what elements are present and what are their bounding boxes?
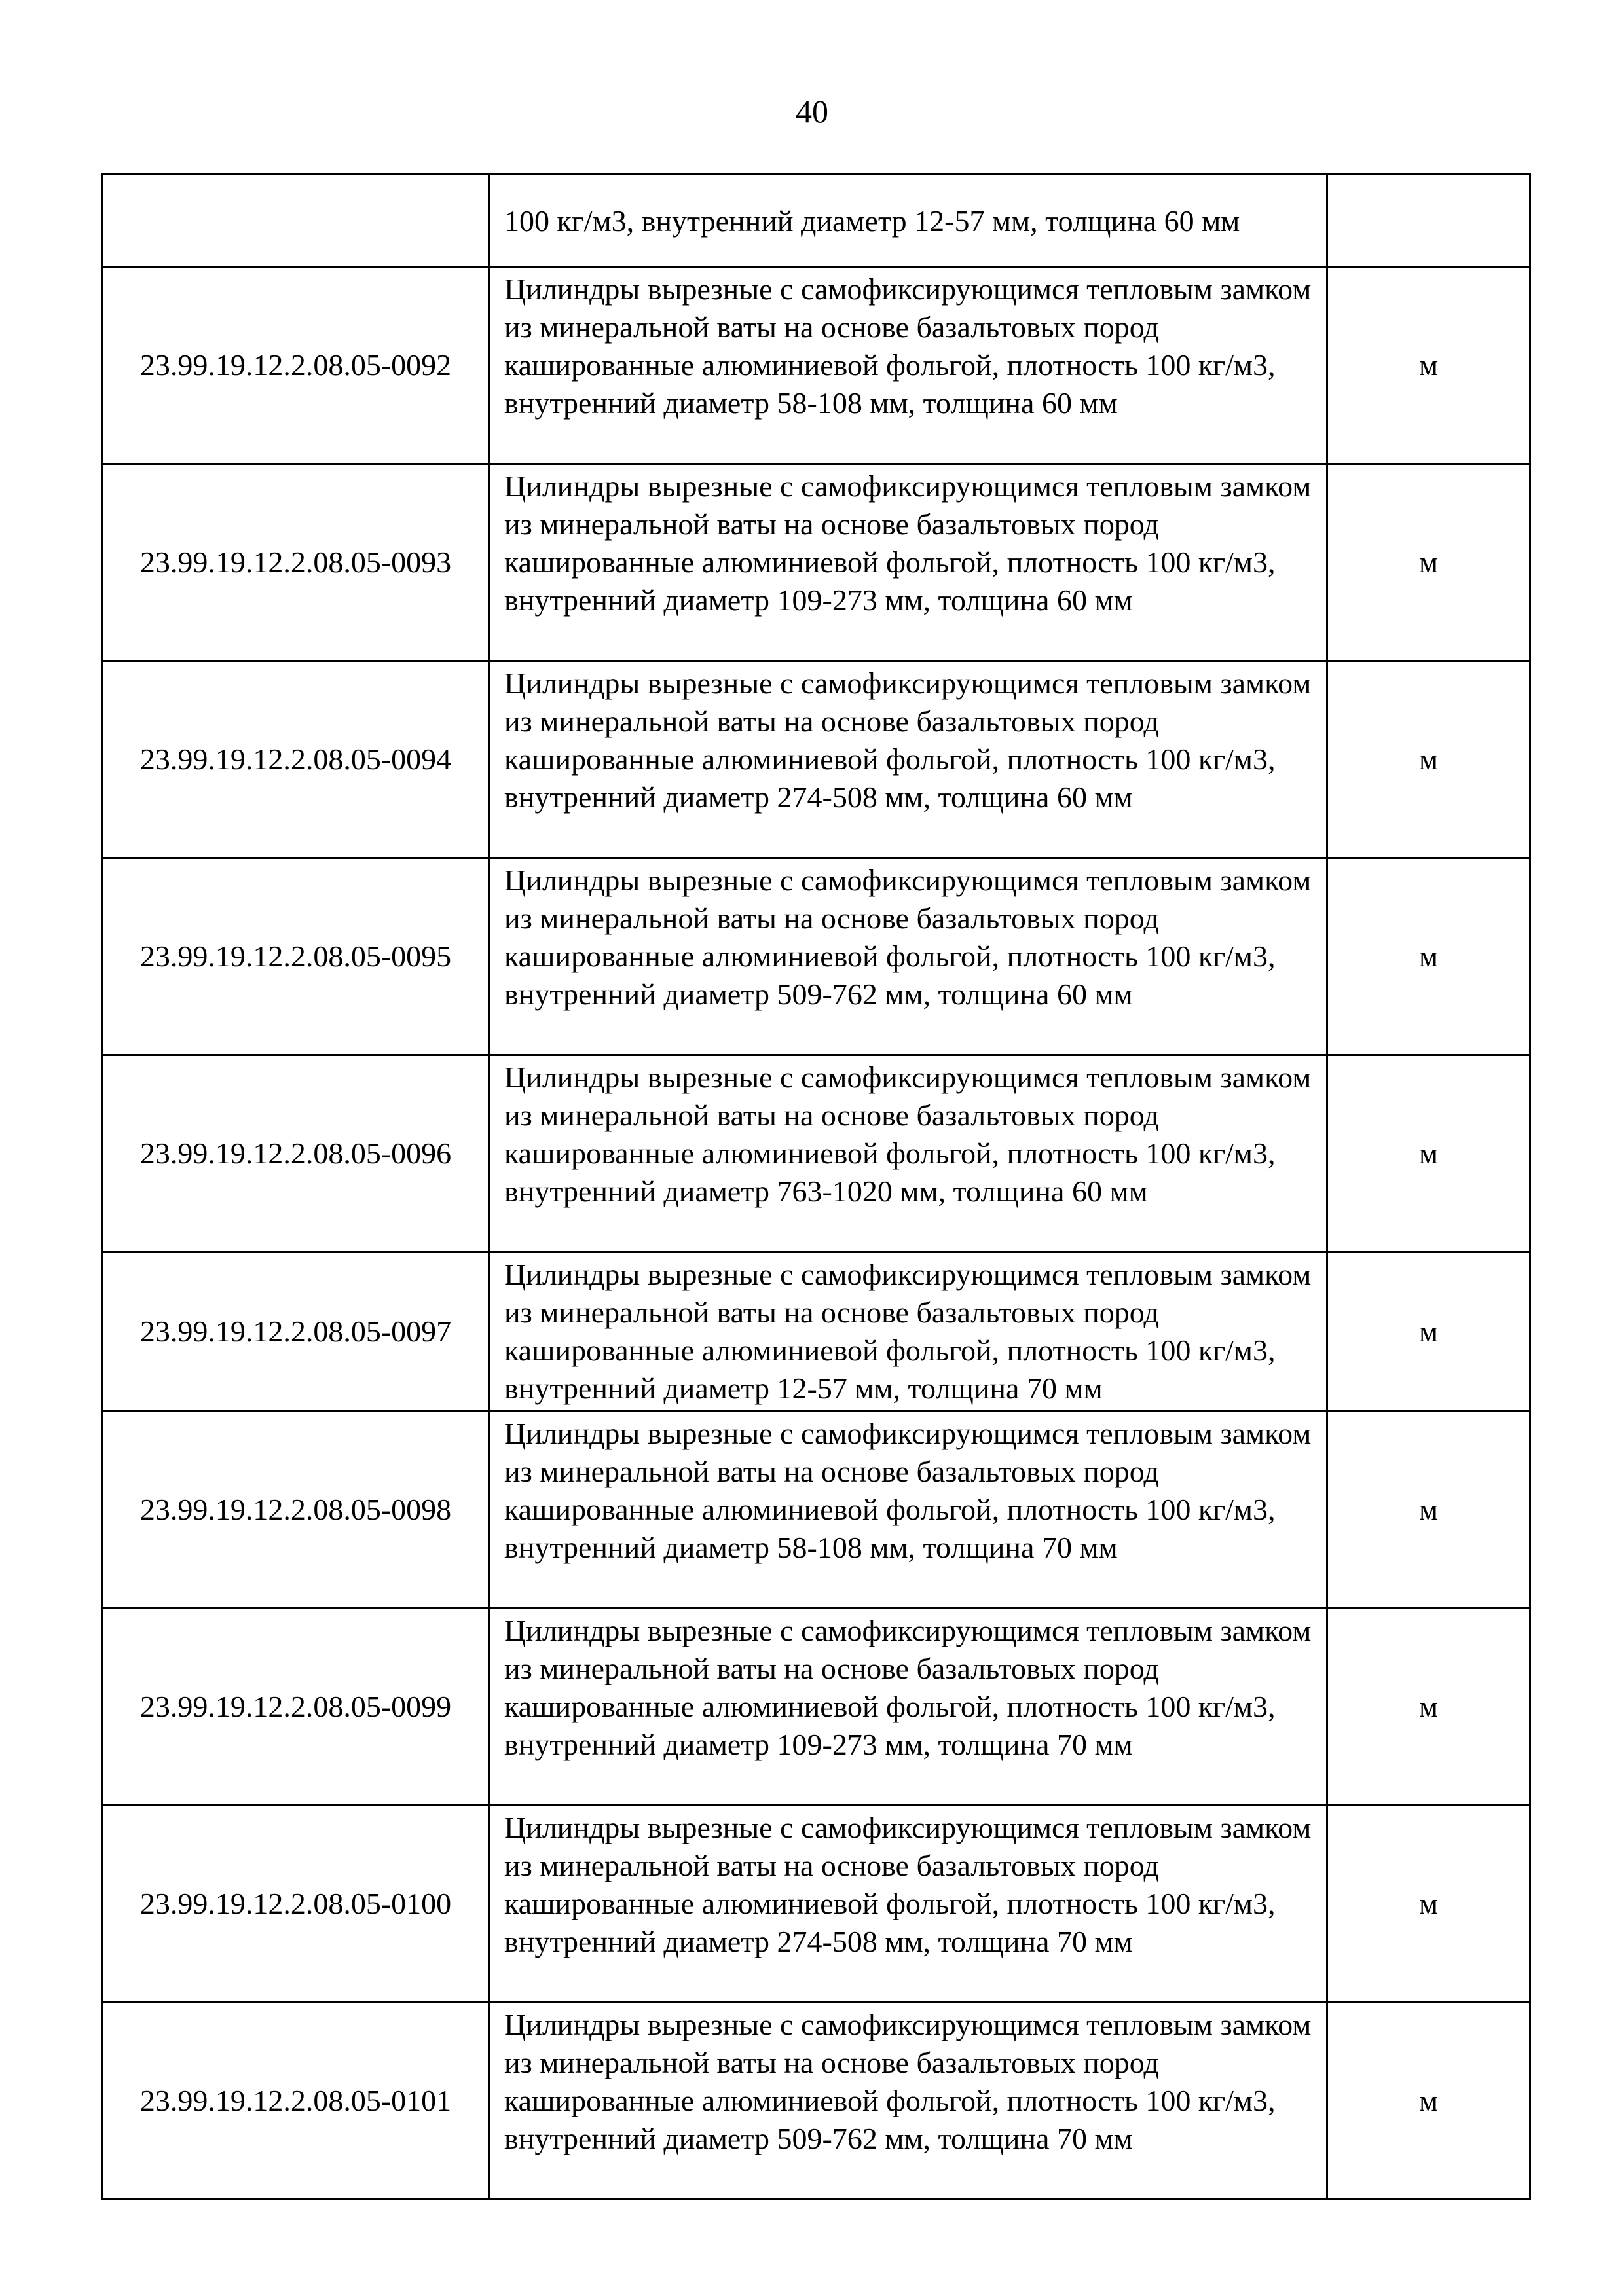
code-cell: 23.99.19.12.2.08.05-0099 [103,1609,489,1806]
code-cell: 23.99.19.12.2.08.05-0095 [103,858,489,1055]
code-cell: 23.99.19.12.2.08.05-0094 [103,661,489,858]
table-row [103,858,1530,1055]
unit-cell [1327,175,1530,267]
description-cell: Цилиндры вырезные с самофиксирующимся тепловым замком из минеральной ваты на основе базальтовых пород кашированные алюминиевой фольгой, плотность 100 кг/м3, внутренний диаметр 509-762 мм, толщина 70 мм [489,2003,1327,2200]
table-row-continuation [103,175,1530,267]
description-cell: Цилиндры вырезные с самофиксирующимся тепловым замком из минеральной ваты на основе базальтовых пород кашированные алюминиевой фольгой, плотность 100 кг/м3, внутренний диаметр 12-57 мм, толщина 70 мм [489,1252,1327,1412]
description-cell: Цилиндры вырезные с самофиксирующимся тепловым замком из минеральной ваты на основе базальтовых пород кашированные алюминиевой фольгой, плотность 100 кг/м3, внутренний диаметр 109-273 мм, толщина 70 мм [489,1609,1327,1806]
description-cell: Цилиндры вырезные с самофиксирующимся тепловым замком из минеральной ваты на основе базальтовых пород кашированные алюминиевой фольгой, плотность 100 кг/м3, внутренний диаметр 109-273 мм, толщина 60 мм [489,464,1327,661]
description-cell: 100 кг/м3, внутренний диаметр 12-57 мм, толщина 60 мм [489,175,1327,267]
price-table [101,173,1531,2200]
table-row [103,1609,1530,1806]
table-row [103,1412,1530,1609]
unit-cell: м [1327,1252,1530,1412]
table-row [103,2003,1530,2200]
description-cell: Цилиндры вырезные с самофиксирующимся тепловым замком из минеральной ваты на основе базальтовых пород кашированные алюминиевой фольгой, плотность 100 кг/м3, внутренний диаметр 274-508 мм, толщина 60 мм [489,661,1327,858]
description-cell: Цилиндры вырезные с самофиксирующимся тепловым замком из минеральной ваты на основе базальтовых пород кашированные алюминиевой фольгой, плотность 100 кг/м3, внутренний диаметр 509-762 мм, толщина 60 мм [489,858,1327,1055]
code-cell: 23.99.19.12.2.08.05-0097 [103,1252,489,1412]
code-cell: 23.99.19.12.2.08.05-0093 [103,464,489,661]
page-number: 40 [796,93,828,130]
table-row [103,267,1530,464]
description-cell: Цилиндры вырезные с самофиксирующимся тепловым замком из минеральной ваты на основе базальтовых пород кашированные алюминиевой фольгой, плотность 100 кг/м3, внутренний диаметр 58-108 мм, толщина 60 мм [489,267,1327,464]
code-cell: 23.99.19.12.2.08.05-0098 [103,1412,489,1609]
unit-cell: м [1327,464,1530,661]
code-cell: 23.99.19.12.2.08.05-0101 [103,2003,489,2200]
table-row [103,1055,1530,1252]
table-row [103,1806,1530,2003]
code-cell: 23.99.19.12.2.08.05-0100 [103,1806,489,2003]
description-cell: Цилиндры вырезные с самофиксирующимся тепловым замком из минеральной ваты на основе базальтовых пород кашированные алюминиевой фольгой, плотность 100 кг/м3, внутренний диаметр 58-108 мм, толщина 70 мм [489,1412,1327,1609]
unit-cell: м [1327,1412,1530,1609]
code-cell: 23.99.19.12.2.08.05-0092 [103,267,489,464]
unit-cell: м [1327,1055,1530,1252]
unit-cell: м [1327,2003,1530,2200]
table-row [103,464,1530,661]
unit-cell: м [1327,267,1530,464]
unit-cell: м [1327,858,1530,1055]
table-row [103,661,1530,858]
unit-cell: м [1327,661,1530,858]
table-row [103,1252,1530,1412]
unit-cell: м [1327,1806,1530,2003]
description-cell: Цилиндры вырезные с самофиксирующимся тепловым замком из минеральной ваты на основе базальтовых пород кашированные алюминиевой фольгой, плотность 100 кг/м3, внутренний диаметр 763-1020 мм, толщина 60 мм [489,1055,1327,1252]
code-cell: 23.99.19.12.2.08.05-0096 [103,1055,489,1252]
code-cell [103,175,489,267]
description-cell: Цилиндры вырезные с самофиксирующимся тепловым замком из минеральной ваты на основе базальтовых пород кашированные алюминиевой фольгой, плотность 100 кг/м3, внутренний диаметр 274-508 мм, толщина 70 мм [489,1806,1327,2003]
unit-cell: м [1327,1609,1530,1806]
